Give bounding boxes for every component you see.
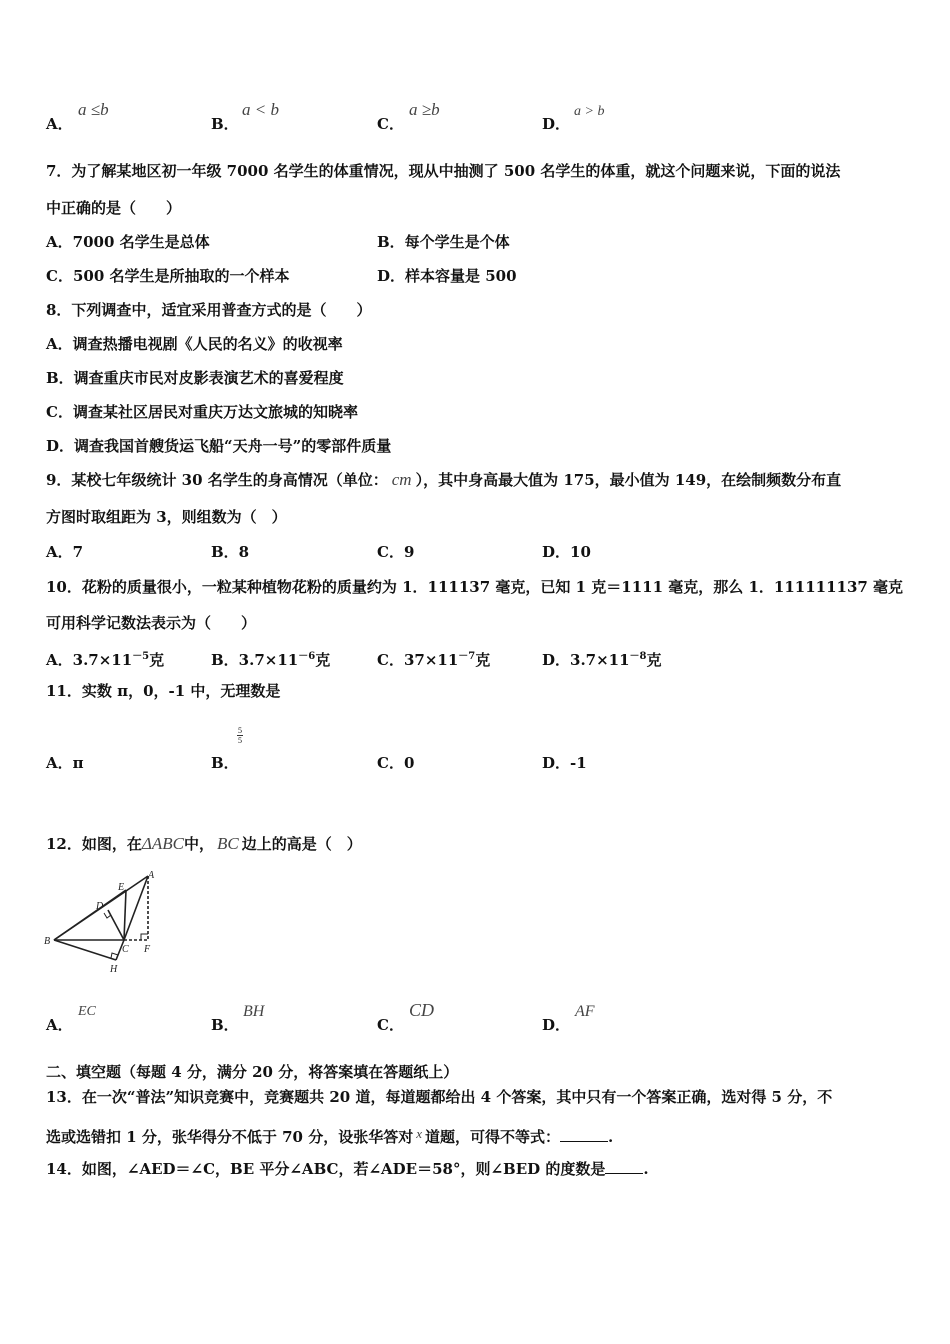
q10-option-a: A．$3.7\times 11^{-5}$克	[46, 651, 165, 669]
q13-var-x: x	[416, 1126, 422, 1141]
q6-option-d-math: a > b	[574, 104, 605, 119]
q9-stem-line1: 9．某校七年级统计 30 名学生的身高情况（单位： cm ），其中身高最大值为 175，最小值为 149，在绘制频数分布直	[46, 470, 842, 489]
q7-option-c: C．500 名学生是所抽取的一个样本	[46, 267, 290, 285]
q8-option-c: C．调查某社区居民对重庆万达文旅城的知晓率	[46, 403, 358, 421]
q9-stem-line2: 方图时取组距为 3，则组数为（ ）	[46, 508, 287, 526]
q8-option-b: B．调查重庆市民对皮影表演艺术的喜爱程度	[46, 369, 344, 387]
q11-stem: 11．实数 π，0，-1 中，无理数是	[46, 682, 281, 700]
edge-dc	[108, 910, 124, 940]
q7-stem-line2: 中正确的是（ ）	[46, 199, 182, 217]
q12-option-b: B．	[211, 1016, 239, 1034]
q9-option-b: B．8	[211, 543, 250, 561]
label-a: A	[148, 870, 155, 881]
label-h: H	[110, 964, 118, 975]
edge-bh	[54, 940, 116, 960]
q9-option-a: A．7	[46, 543, 84, 561]
q7-option-a: A．7000 名学生是总体	[46, 233, 210, 251]
q9-option-d: D．10	[542, 543, 591, 561]
q12-option-d-math: AF	[575, 1003, 595, 1020]
q6-option-c: C．	[377, 115, 404, 133]
label-c: C	[122, 944, 129, 955]
q12-option-d: D．	[542, 1016, 571, 1034]
q7-option-d: D．样本容量是 500	[377, 267, 517, 285]
q10-stem-line1: 10．花粉的质量很小，一粒某种植物花粉的质量约为 1．111137 毫克，已知 1 克＝1111 毫克，那么 1．111111137 毫克	[46, 578, 904, 596]
q14-stem: 14．如图，∠AED＝∠C，BE 平分∠ABC，若∠ADE＝58°，则∠BED 的度数是 .	[46, 1160, 649, 1178]
q12-bc: BC	[216, 834, 239, 853]
q12-option-a-math: EC	[78, 1004, 96, 1019]
edge-ec	[124, 890, 126, 940]
q13-answer-blank[interactable]	[560, 1127, 608, 1142]
q12-stem: 12．如图，在ΔABC中， BC 边上的高是（ ）	[46, 834, 362, 853]
q11-option-a: A．π	[46, 754, 84, 772]
q12-option-a: A．	[46, 1016, 73, 1034]
q12-triangle: ΔABC	[141, 834, 184, 853]
q8-option-d: D．调查我国首艘货运飞船“天舟一号”的零部件质量	[46, 437, 392, 455]
q13-stem-line2: 选或选错扣 1 分，张华得分不低于 70 分，设张华答对 x 道题，可得不等式： .	[46, 1126, 614, 1146]
q13-stem-line1: 13．在一次“普法”知识竞赛中，竞赛题共 20 道，每道题都给出 4 个答案，其中只有一个答案正确，选对得 5 分，不	[46, 1088, 833, 1106]
q6-option-b-math: a < b	[242, 100, 279, 119]
label-d: D	[96, 901, 104, 912]
q11-option-c: C．0	[377, 754, 415, 772]
q12-option-c-math: CD	[409, 1000, 435, 1020]
q10-stem-line2: 可用科学记数法表示为（ ）	[46, 614, 257, 632]
q11-option-d: D．-1	[542, 754, 587, 772]
label-b: B	[44, 936, 51, 947]
q8-option-a: A．调查热播电视剧《人民的名义》的收视率	[46, 335, 343, 353]
q10-option-c: C．$37\times 11^{-7}$克	[377, 651, 491, 669]
q6-option-b: B．	[211, 115, 239, 133]
q10-option-b: B．$3.7\times 11^{-6}$克	[211, 651, 331, 669]
q6-option-d: D．	[542, 115, 571, 133]
q12-option-c: C．	[377, 1016, 404, 1034]
q9-unit: cm	[391, 470, 412, 489]
q6-option-a: A．	[46, 115, 73, 133]
q14-answer-blank[interactable]	[605, 1159, 643, 1174]
q11-option-b: B．	[211, 754, 239, 772]
q12-triangle-figure	[40, 868, 170, 983]
q6-option-a-math: a ≤b	[78, 100, 109, 119]
label-f: F	[144, 944, 151, 955]
q7-option-b: B．每个学生是个体	[377, 233, 510, 251]
q12-option-b-math: BH	[243, 1003, 265, 1020]
section-2-heading: 二、填空题（每题 4 分，满分 20 分，将答案填在答题纸上）	[46, 1063, 459, 1081]
q8-stem: 8．下列调查中，适宜采用普查方式的是（ ）	[46, 301, 372, 319]
q7-stem-line1: 7．为了解某地区初一年级 7000 名学生的体重情况，现从中抽测了 500 名学生的体重，就这个问题来说，下面的说法	[46, 162, 841, 180]
edge-ca	[124, 876, 148, 940]
q9-option-c: C．9	[377, 543, 415, 561]
right-angle-f	[141, 934, 148, 940]
edge-be	[54, 890, 126, 940]
q6-option-c-math: a ≥b	[409, 100, 440, 119]
q11-option-b-fraction: 5 5	[238, 726, 242, 745]
label-e: E	[118, 882, 125, 893]
q10-option-d: D．$3.7\times 11^{-8}$克	[542, 651, 662, 669]
